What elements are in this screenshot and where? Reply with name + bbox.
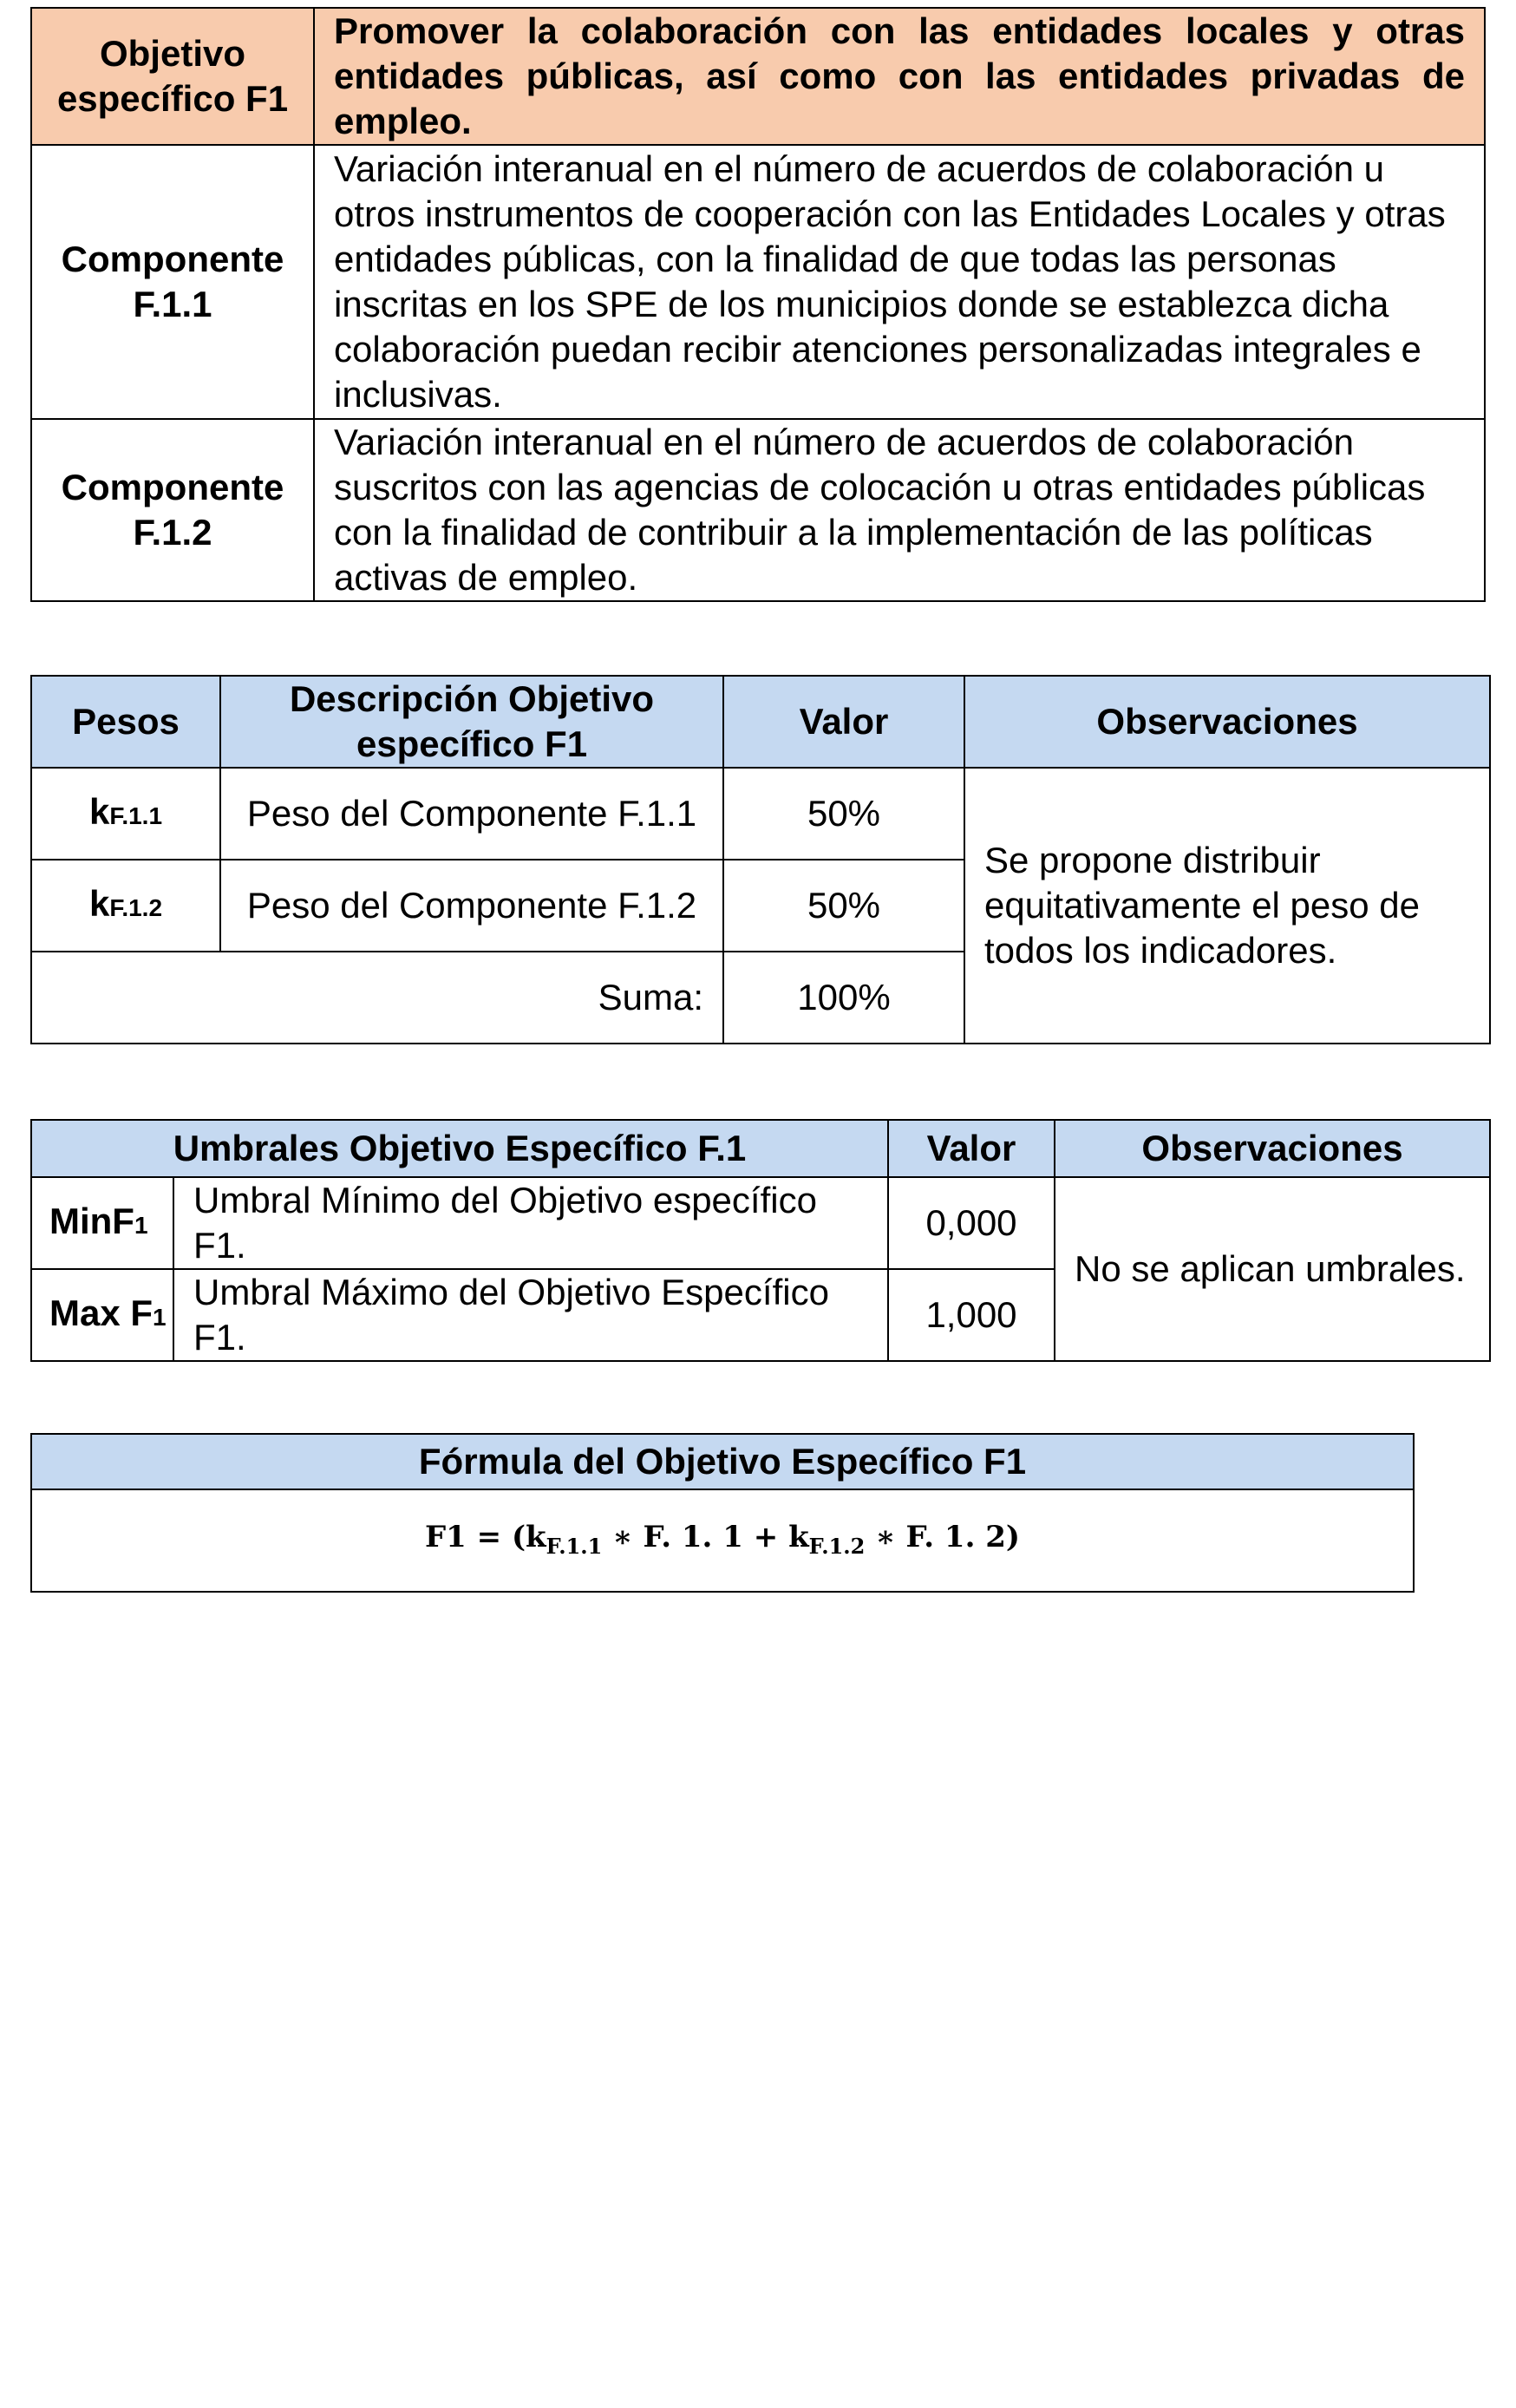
component-row	[31, 145, 1485, 419]
weights-table	[30, 675, 1491, 1044]
thresholds-header-row	[31, 1120, 1490, 1177]
threshold-label: MinF1	[31, 1177, 173, 1269]
threshold-value: 1,000	[888, 1269, 1055, 1361]
component-label: Componente F.1.1	[31, 145, 314, 419]
weights-header-observations: Observaciones	[964, 676, 1490, 768]
formula-row	[31, 1489, 1414, 1592]
objective-title: Promover la colaboración con las entidades locales y otras entidades públicas, así como con las entidades privadas de empleo.	[314, 8, 1485, 145]
threshold-description: Umbral Mínimo del Objetivo específico F1.	[173, 1177, 888, 1269]
weights-sum-value: 100%	[723, 952, 964, 1044]
weights-header-description: Descripción Objetivo específico F1	[220, 676, 723, 768]
threshold-value: 0,000	[888, 1177, 1055, 1269]
component-description: Variación interanual en el número de acuerdos de colaboración u otros instrumentos de cooperación con las Entidades Locales y otras entidades públicas, con la finalidad de que todas las personas inscritas en los SPE de los municipios donde se establezca dicha colaboración puedan recibir atenciones personalizadas integrales e inclusivas.	[314, 145, 1485, 419]
formula-cell	[31, 1489, 1414, 1592]
weights-header-value: Valor	[723, 676, 964, 768]
formula-header-row	[31, 1434, 1414, 1489]
weights-header-row	[31, 676, 1490, 768]
formula-expression: $F1 = (k_{F.1.1}$ ∗ F. 1. $1 + k_{F.1.2}$ ∗ F. 1. 2)	[425, 1520, 1020, 1559]
threshold-description: Umbral Máximo del Objetivo Específico F1.	[173, 1269, 888, 1361]
weight-row	[31, 768, 1490, 860]
component-label: Componente F.1.2	[31, 419, 314, 601]
thresholds-observation: No se aplican umbrales.	[1055, 1177, 1490, 1361]
weights-sum-label: Suma:	[31, 952, 723, 1044]
thresholds-header-observations: Observaciones	[1055, 1120, 1490, 1177]
weight-key: kF.1.1	[31, 768, 220, 860]
weights-header-pesos: Pesos	[31, 676, 220, 768]
objective-label: Objetivo específico F1	[31, 8, 314, 145]
threshold-row	[31, 1177, 1490, 1269]
objective-table	[30, 7, 1486, 602]
thresholds-header-value: Valor	[888, 1120, 1055, 1177]
weight-description: Peso del Componente F.1.2	[220, 860, 723, 952]
weight-value: 50%	[723, 768, 964, 860]
weight-description: Peso del Componente F.1.1	[220, 768, 723, 860]
threshold-label: Max F1	[31, 1269, 173, 1361]
thresholds-table	[30, 1119, 1491, 1362]
thresholds-header-title: Umbrales Objetivo Específico F.1	[31, 1120, 888, 1177]
weight-value: 50%	[723, 860, 964, 952]
formula-header: Fórmula del Objetivo Específico F1	[31, 1434, 1414, 1489]
component-row	[31, 419, 1485, 601]
weights-observation: Se propone distribuir equitativamente el peso de todos los indicadores.	[964, 768, 1490, 1044]
weight-key: kF.1.2	[31, 860, 220, 952]
component-description: Variación interanual en el número de acuerdos de colaboración suscritos con las agencias de colocación u otras entidades públicas con la finalidad de contribuir a la implementación de las políticas activas de empleo.	[314, 419, 1485, 601]
formula-table	[30, 1433, 1415, 1593]
objective-header-row	[31, 8, 1485, 145]
